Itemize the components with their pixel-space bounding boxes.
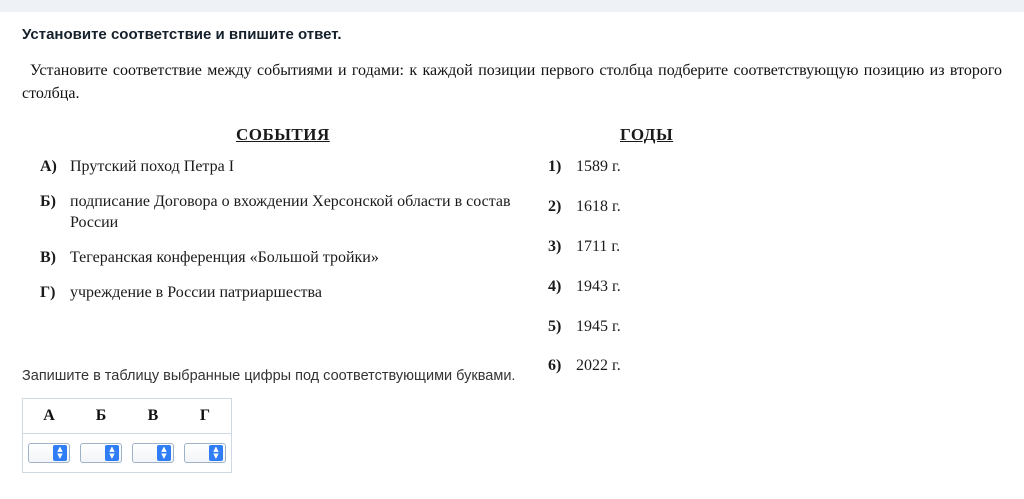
answer-cell-g [179, 434, 232, 473]
year-text: 1945 г. [576, 317, 621, 335]
event-text: подписание Договора о вхождении Херсонской области в состав России [70, 193, 511, 231]
list-item [548, 317, 908, 338]
year-text: 2022 г. [576, 357, 621, 375]
answer-cell-a [23, 434, 76, 473]
page-title: Установите соответствие и впишите ответ. [22, 26, 342, 43]
matching-lists [0, 157, 1024, 375]
answer-table [22, 398, 232, 473]
year-marker: 1) [548, 158, 562, 176]
list-item [40, 192, 540, 234]
event-marker: Б) [40, 193, 56, 211]
year-marker: 6) [548, 357, 562, 375]
answer-number-stepper-b[interactable] [80, 443, 122, 463]
stepper-arrows-icon[interactable]: ▲ ▼ [157, 445, 171, 461]
list-item [548, 197, 908, 218]
answer-number-stepper-g[interactable] [184, 443, 226, 463]
year-text: 1711 г. [576, 237, 621, 255]
top-strip [0, 0, 1024, 12]
year-text: 1618 г. [576, 198, 621, 216]
event-text: Тегеранская конференция «Большой тройки» [70, 248, 379, 266]
events-list [40, 157, 540, 317]
list-item [548, 237, 908, 258]
year-text: 1589 г. [576, 158, 621, 176]
document-page [0, 12, 1024, 473]
list-item [548, 356, 908, 377]
answer-column-header-a: А [23, 399, 76, 434]
stepper-arrows-icon[interactable]: ▲ ▼ [53, 445, 67, 461]
event-marker: А) [40, 158, 57, 176]
events-column-header: СОБЫТИЯ [236, 125, 330, 145]
event-text: Прутский поход Петра I [70, 158, 235, 176]
list-item [40, 248, 540, 269]
year-marker: 3) [548, 237, 562, 255]
year-marker: 2) [548, 198, 562, 216]
answer-note: Запишите в таблицу выбранные цифры под соответствующими буквами. [22, 368, 516, 385]
answer-column-header-g: Г [179, 399, 232, 434]
answer-number-stepper-a[interactable] [28, 443, 70, 463]
list-item [548, 157, 908, 178]
year-marker: 5) [548, 317, 562, 335]
answer-column-header-b: Б [75, 399, 127, 434]
event-text: учреждение в России патриаршества [70, 283, 322, 301]
list-item [40, 283, 540, 304]
years-list [548, 157, 908, 396]
event-marker: Г) [40, 283, 56, 301]
list-item [40, 157, 540, 178]
columns-header-row [0, 125, 1024, 149]
answer-column-header-v: В [127, 399, 179, 434]
answer-cell-v [127, 434, 179, 473]
years-column-header: ГОДЫ [620, 125, 674, 145]
task-instruction: Установите соответствие между событиями и годами: к каждой позиции первого столбца подберите соответствующую позицию из второго столбца. [22, 62, 1002, 103]
event-marker: В) [40, 248, 56, 266]
list-item [548, 277, 908, 298]
stepper-arrows-icon[interactable]: ▲ ▼ [105, 445, 119, 461]
answer-cell-b [75, 434, 127, 473]
year-marker: 4) [548, 277, 562, 295]
table-header-row [23, 399, 232, 434]
year-text: 1943 г. [576, 277, 621, 295]
answer-number-stepper-v[interactable] [132, 443, 174, 463]
table-row [23, 434, 232, 473]
stepper-arrows-icon[interactable]: ▲ ▼ [209, 445, 223, 461]
